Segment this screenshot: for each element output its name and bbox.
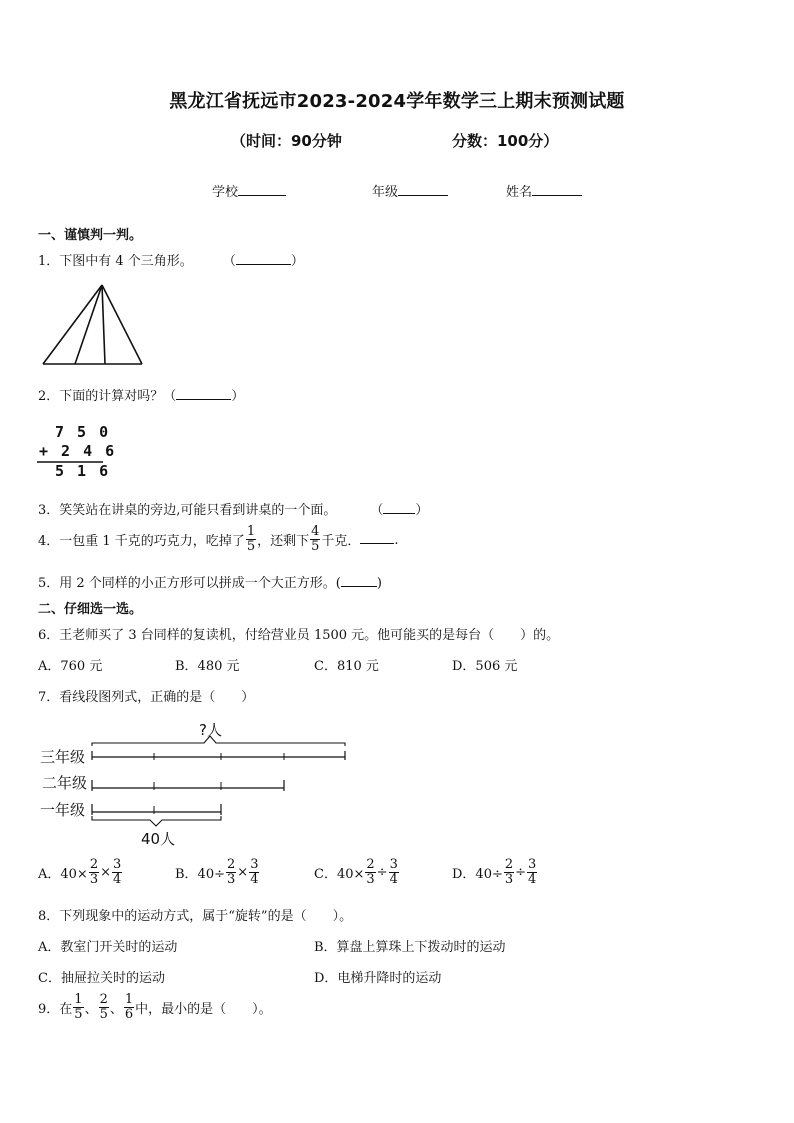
question-6: 6．王老师买了 3 台同样的复读机，付给营业员 1500 元。他可能买的是每台（ ）的。 <box>38 628 560 643</box>
triangle-figure <box>42 283 152 373</box>
calc-line-2: + 2 4 6 <box>39 442 117 460</box>
fraction-1-5: $\frac{1}{5}$ <box>74 992 83 1022</box>
grade-label: 年级 <box>372 185 399 200</box>
q8-option-a[interactable]: A．教室门开关时的运动 <box>38 940 178 955</box>
calc-line-1: 7 5 0 <box>55 423 111 441</box>
q7-option-b[interactable]: B．40÷ $\frac{2}{3}$ × $\frac{3}{4}$ <box>175 857 259 887</box>
triangle-inner-line-2 <box>102 285 105 364</box>
section-2-heading: 二、仔细选一选。 <box>38 602 143 617</box>
name-field <box>506 181 582 200</box>
question-4: 4．一包重 1 千克的巧克力，吃掉了 $\frac{1}{5}$ ，还剩下 $\frac{4}{5}$ 千克． . <box>38 524 399 554</box>
question-1: 1．下图中有 4 个三角形。 （ ） <box>38 254 304 269</box>
q7-option-c[interactable]: C．40× $\frac{2}{3}$ ÷ $\frac{3}{4}$ <box>314 857 398 887</box>
q6-option-d[interactable]: D．506 元 <box>452 659 518 674</box>
question-3: 3．笑笑站在讲桌的旁边,可能只看到讲桌的一个面。 （ ） <box>38 503 429 518</box>
question-2: 2．下面的计算对吗？（ ） <box>38 389 245 404</box>
school-label: 学校 <box>212 185 239 200</box>
line-segment-diagram <box>80 728 360 828</box>
q6-option-c[interactable]: C．810 元 <box>314 659 379 674</box>
q7-option-d[interactable]: D．40÷ $\frac{2}{3}$ ÷ $\frac{3}{4}$ <box>452 857 537 887</box>
question-5: 5．用 2 个同样的小正方形可以拼成一个大正方形。( ) <box>38 576 382 591</box>
q8-option-d[interactable]: D．电梯升降时的运动 <box>314 971 442 986</box>
answer-blank-4[interactable] <box>360 531 394 544</box>
diagram-row-label-2: 二年级 <box>42 774 88 792</box>
school-blank[interactable] <box>238 183 286 196</box>
answer-blank-1[interactable] <box>236 252 291 265</box>
q8-option-b[interactable]: B．算盘上算珠上下拨动时的运动 <box>314 940 506 955</box>
triangle-right-edge <box>102 285 142 364</box>
section-1-heading: 一、谨慎判一判。 <box>38 228 143 243</box>
q6-option-b[interactable]: B．480 元 <box>175 659 240 674</box>
page-title: 黑龙江省抚远市2023-2024学年数学三上期末预测试题 <box>169 91 625 112</box>
answer-blank-2[interactable] <box>176 387 231 400</box>
exam-time: （时间：90分钟 <box>231 132 342 150</box>
diagram-bottom-brace <box>92 816 221 826</box>
question-8: 8．下列现象中的运动方式，属于“旋转”的是（ ）。 <box>38 909 353 924</box>
fraction-1-6: $\frac{1}{6}$ <box>124 992 134 1022</box>
diagram-row-label-1: 一年级 <box>40 801 86 819</box>
fraction-1-5: $\frac{1}{5}$ <box>246 524 256 554</box>
diagram-top-brace <box>92 736 345 746</box>
grade-blank[interactable] <box>398 183 448 196</box>
triangle-left-edge <box>43 285 102 364</box>
question-7: 7．看线段图列式，正确的是（ ） <box>38 690 255 705</box>
answer-blank-5[interactable] <box>341 574 377 587</box>
name-blank[interactable] <box>532 183 582 196</box>
question-9: 9．在 $\frac{1}{5}$ 、 $\frac{2}{5}$ 、 $\frac{1}{6}$ 中，最小的是（ ）。 <box>38 992 272 1022</box>
diagram-row-label-3: 三年级 <box>40 748 86 766</box>
grade-field <box>372 181 448 200</box>
q7-option-a[interactable]: A．40× $\frac{2}{3}$ × $\frac{3}{4}$ <box>38 857 122 887</box>
diagram-top-label: ?人 <box>199 721 222 739</box>
triangle-inner-line-1 <box>75 285 102 364</box>
fraction-4-5: $\frac{4}{5}$ <box>311 524 320 554</box>
fraction-2-5: $\frac{2}{5}$ <box>99 992 108 1022</box>
q6-option-a[interactable]: A．760 元 <box>38 659 103 674</box>
diagram-bottom-label: 40人 <box>141 830 176 848</box>
name-label: 姓名 <box>506 185 533 200</box>
answer-blank-3[interactable] <box>383 501 415 514</box>
exam-score: 分数：100分） <box>452 132 559 150</box>
q8-option-c[interactable]: C．抽屉拉关时的运动 <box>38 971 165 986</box>
school-field <box>212 181 286 200</box>
calc-result: 5 1 6 <box>55 462 111 480</box>
